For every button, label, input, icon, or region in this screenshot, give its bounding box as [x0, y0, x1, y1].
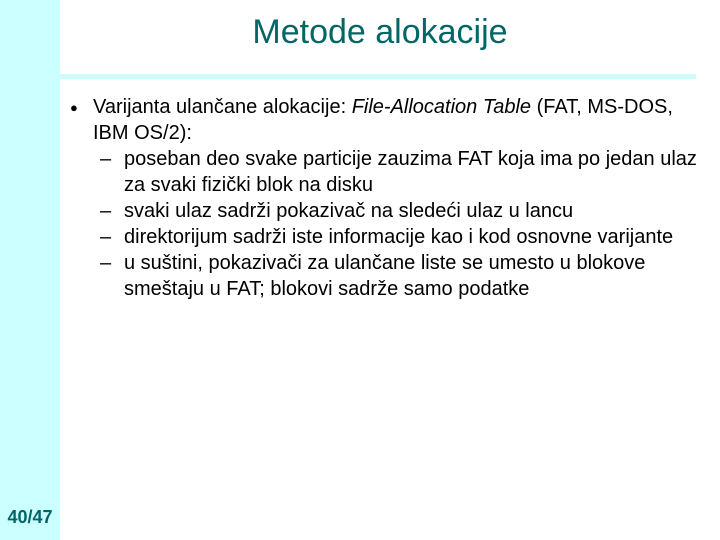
sub-item: [100, 250, 700, 302]
dash-marker: –: [100, 200, 112, 222]
sub-item-text: svaki ulaz sadrži pokazivač na sledeći ulaz u lancu: [124, 200, 574, 222]
sub-list: [70, 146, 700, 302]
bullet-text-italic: File-Allocation Table: [351, 96, 532, 118]
bullet-item: [70, 94, 700, 146]
dash-marker: –: [100, 252, 112, 274]
bullet-text: [93, 94, 700, 146]
bullet-text-prefix: Varijanta ulančane alokacije:: [93, 96, 352, 118]
sub-item-text: poseban deo svake particije zauzima FAT koja ima po jedan ulaz za svaki fizički blok na disku: [124, 148, 697, 196]
page-number: 40/47: [7, 507, 53, 527]
sub-item: [100, 198, 700, 224]
dash-marker: –: [100, 226, 112, 248]
bullet-text-suffix: (FAT, MS-DOS, IBM OS/2):: [93, 96, 673, 144]
slide-content: [70, 94, 700, 302]
title-divider: [60, 74, 696, 79]
sub-item-text: direktorijum sadrži iste informacije kao i kod osnovne varijante: [124, 226, 674, 248]
sub-item: [100, 146, 700, 198]
slide-title: Metode alokacije: [252, 13, 508, 51]
left-sidebar-band: [0, 0, 60, 540]
sub-item-text: u suštini, pokazivači za ulančane liste se umesto u blokove smeštaju u FAT; blokovi sadrže samo podatke: [124, 252, 646, 300]
sub-item: [100, 224, 700, 250]
dash-marker: –: [100, 148, 112, 170]
bullet-dot-icon: ●: [70, 100, 78, 115]
